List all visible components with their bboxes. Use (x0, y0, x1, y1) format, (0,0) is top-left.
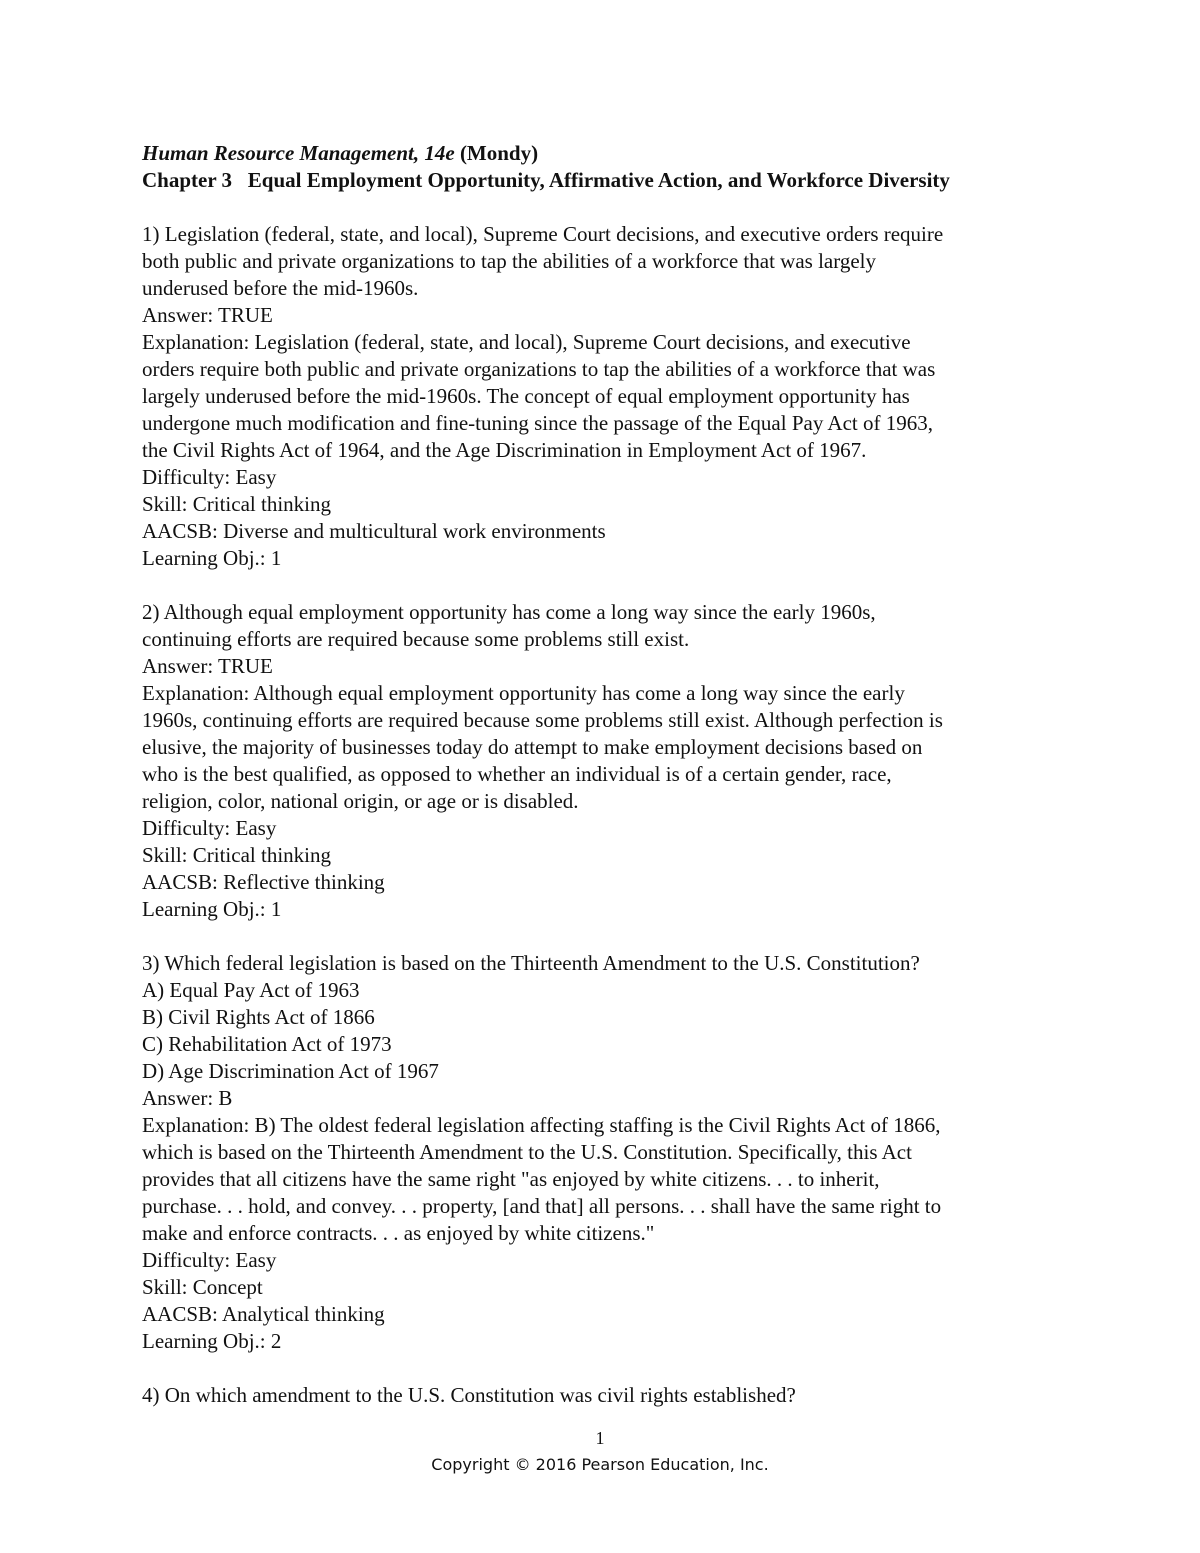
explanation-line: religion, color, national origin, or age or is disabled. (142, 789, 579, 813)
answer-option-d: D) Age Discrimination Act of 1967 (142, 1059, 439, 1083)
explanation-line: make and enforce contracts. . . as enjoyed by white citizens." (142, 1221, 655, 1245)
explanation-line: elusive, the majority of businesses today do attempt to make employment decisions based on (142, 735, 923, 759)
answer-line: Answer: TRUE (142, 303, 273, 327)
aacsb-line: AACSB: Analytical thinking (142, 1302, 385, 1326)
chapter-title: Chapter 3 Equal Employment Opportunity, Affirmative Action, and Workforce Diversity (142, 168, 950, 192)
question-line: both public and private organizations to tap the abilities of a workforce that was largely (142, 249, 877, 273)
explanation-line: provides that all citizens have the same right "as enjoyed by white citizens. . . to inherit, (142, 1167, 880, 1191)
learning-objective-line: Learning Obj.: 2 (142, 1329, 282, 1353)
explanation-line: purchase. . . hold, and convey. . . property, [and that] all persons. . . shall have the same right to (142, 1194, 942, 1218)
aacsb-line: AACSB: Diverse and multicultural work environments (142, 519, 606, 543)
learning-objective-line: Learning Obj.: 1 (142, 546, 282, 570)
difficulty-line: Difficulty: Easy (142, 816, 277, 840)
answer-line: Answer: B (142, 1086, 233, 1110)
aacsb-line: AACSB: Reflective thinking (142, 870, 385, 894)
page-content (142, 140, 1072, 1409)
question-line: 3) Which federal legislation is based on the Thirteenth Amendment to the U.S. Constitution? (142, 951, 920, 975)
question-line: 2) Although equal employment opportunity has come a long way since the early 1960s, (142, 600, 876, 624)
question-2 (142, 599, 1072, 923)
question-line: 1) Legislation (federal, state, and local), Supreme Court decisions, and executive orders require (142, 222, 944, 246)
skill-line: Skill: Concept (142, 1275, 263, 1299)
explanation-line: 1960s, continuing efforts are required because some problems still exist. Although perfection is (142, 708, 943, 732)
difficulty-line: Difficulty: Easy (142, 465, 277, 489)
explanation-line: which is based on the Thirteenth Amendment to the U.S. Constitution. Specifically, this Act (142, 1140, 912, 1164)
book-title: Human Resource Management, 14e (142, 141, 455, 165)
explanation-line: undergone much modification and fine-tuning since the passage of the Equal Pay Act of 1963, (142, 411, 933, 435)
question-3 (142, 950, 1072, 1355)
question-line: underused before the mid-1960s. (142, 276, 419, 300)
difficulty-line: Difficulty: Easy (142, 1248, 277, 1272)
explanation-line: orders require both public and private organizations to tap the abilities of a workforce that was (142, 357, 936, 381)
question-line: continuing efforts are required because some problems still exist. (142, 627, 690, 651)
question-line: 4) On which amendment to the U.S. Constitution was civil rights established? (142, 1383, 796, 1407)
explanation-line: Explanation: B) The oldest federal legislation affecting staffing is the Civil Rights Act of 1866, (142, 1113, 941, 1137)
question-4 (142, 1382, 1072, 1409)
answer-option-b: B) Civil Rights Act of 1866 (142, 1005, 375, 1029)
explanation-line: largely underused before the mid-1960s. The concept of equal employment opportunity has (142, 384, 910, 408)
learning-objective-line: Learning Obj.: 1 (142, 897, 282, 921)
copyright-notice: Copyright © 2016 Pearson Education, Inc. (431, 1455, 769, 1474)
explanation-line: Explanation: Legislation (federal, state, and local), Supreme Court decisions, and executive (142, 330, 911, 354)
page-number: 1 (595, 1428, 605, 1448)
answer-option-a: A) Equal Pay Act of 1963 (142, 978, 360, 1002)
question-1 (142, 221, 1072, 572)
book-author: (Mondy) (454, 141, 539, 165)
skill-line: Skill: Critical thinking (142, 843, 331, 867)
explanation-line: the Civil Rights Act of 1964, and the Age Discrimination in Employment Act of 1967. (142, 438, 867, 462)
book-title-line (142, 140, 1072, 167)
answer-option-c: C) Rehabilitation Act of 1973 (142, 1032, 392, 1056)
explanation-line: Explanation: Although equal employment opportunity has come a long way since the early (142, 681, 905, 705)
skill-line: Skill: Critical thinking (142, 492, 331, 516)
answer-line: Answer: TRUE (142, 654, 273, 678)
explanation-line: who is the best qualified, as opposed to whether an individual is of a certain gender, race, (142, 762, 892, 786)
